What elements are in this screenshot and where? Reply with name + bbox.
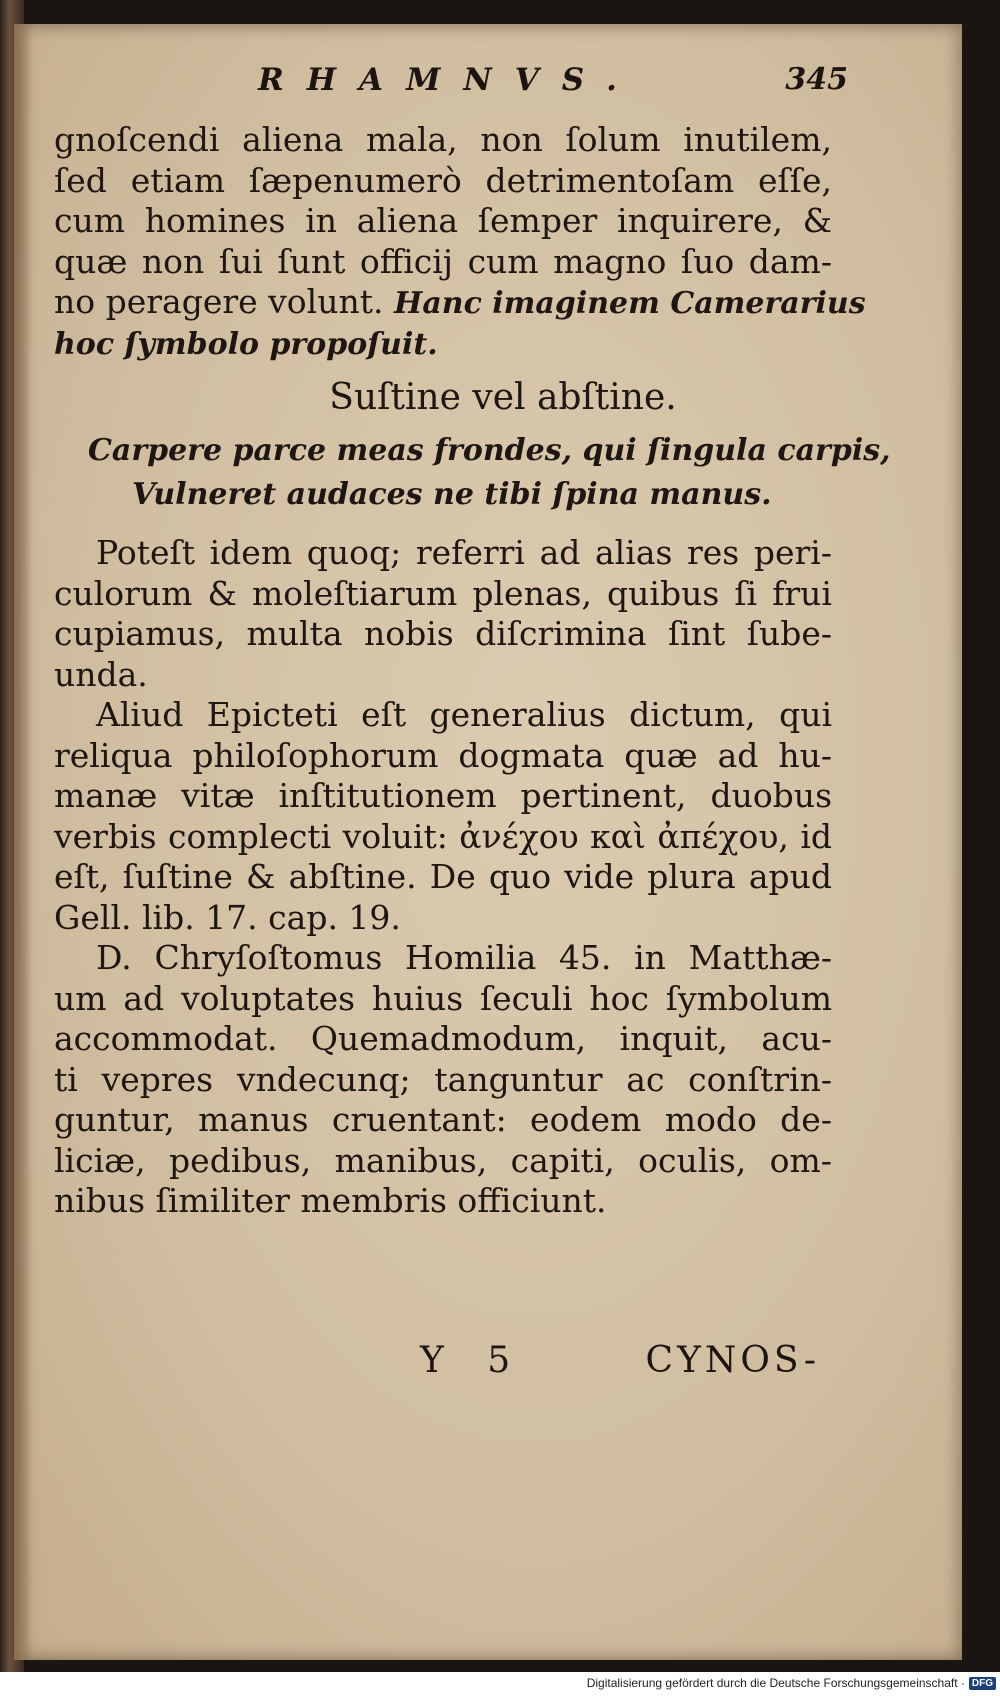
text-line: liciæ, pedibus, manibus, capiti, oculis, om- — [54, 1140, 832, 1180]
text-line: um ad voluptates huius ſeculi hoc ſymbolum — [54, 978, 832, 1018]
catchword: CYNOS- — [645, 1340, 820, 1381]
credit-text: Digitalisierung gefördert durch die Deutsche Forschungsgemeinschaft · — [586, 1676, 965, 1690]
text-line-italic: hoc ſymbolo propoſuit. — [54, 326, 438, 362]
text-line: D. Chryſoſtomus Homilia 45. in Matthæ- — [96, 938, 832, 977]
verse-line: Vulneret audaces ne tibi ſpina manus. — [132, 477, 772, 512]
text-block — [54, 120, 891, 1222]
text-line: eſt, ſuſtine & abſtine. De quo vide plura apud — [54, 857, 832, 896]
motto-heading: Suſtine vel abſtine. — [329, 377, 677, 418]
running-title: RHAMNVS. — [258, 62, 640, 98]
verse-line: Carpere parce meas frondes, qui ſingula carpis, — [88, 433, 891, 468]
text-line: accommodat. Quemadmodum, inquit, acu- — [54, 1019, 832, 1058]
digitization-credit — [587, 1674, 996, 1692]
signature-mark: Y 5 — [420, 1340, 527, 1381]
text-line: Gell. lib. 17. cap. 19. — [54, 897, 401, 937]
page-gutter-shadow — [14, 24, 32, 1660]
text-line: manæ vitæ inſtitutionem pertinent, duobus — [54, 776, 832, 815]
text-line: cupiamus, multa nobis diſcrimina ſint ſube- — [54, 614, 832, 653]
page-number: 345 — [785, 62, 848, 97]
page-footer — [420, 1340, 820, 1390]
text-line: culorum & moleſtiarum plenas, quibus ſi frui — [54, 573, 832, 613]
text-line: quæ non ſui ſunt officij cum magno ſuo dam- — [54, 241, 832, 281]
text-line: verbis complecti voluit: ἀνέχου καὶ ἀπέχου, id — [54, 816, 832, 856]
text-line-mixed — [54, 282, 866, 325]
text-line: ti vepres vndecunq; tanguntur ac conſtrin- — [54, 1059, 832, 1099]
text-line: gnoſcendi aliena mala, non ſolum inutilem, — [54, 120, 832, 159]
text-italic: Hanc imaginem Camerarius — [393, 286, 866, 321]
page-header — [258, 62, 848, 108]
dfg-logo-icon: DFG — [969, 1677, 996, 1690]
text-line: guntur, manus cruentant: eodem modo de- — [54, 1100, 832, 1139]
text-line: nibus ſimiliter membris officiunt. — [54, 1181, 607, 1220]
text-roman: no peragere volunt. — [54, 282, 384, 321]
text-line: ſed etiam ſæpenumerò detrimentoſam eſſe, — [54, 160, 832, 200]
text-line: reliqua philoſophorum dogmata quæ ad hu- — [54, 735, 832, 775]
text-line: unda. — [54, 654, 148, 694]
text-line: cum homines in aliena ſemper inquirere, & — [54, 201, 832, 240]
text-line: Poteſt idem quoq; referri ad alias res peri- — [96, 533, 832, 572]
text-line: Aliud Epicteti eſt generalius dictum, qui — [96, 695, 832, 734]
paragraph-gap — [54, 517, 832, 533]
